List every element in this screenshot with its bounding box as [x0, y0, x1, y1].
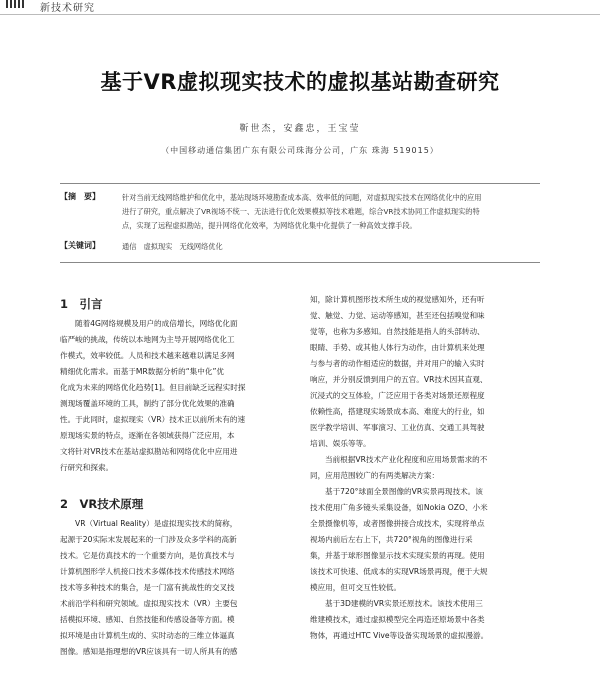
paragraph-line: 计算机图形学人机接口技术多媒体技术传感技术网络: [60, 567, 235, 576]
abstract-line: 针对当前无线网络维护和优化中，基站现场环境勘查成本高、效率低的问题，对虚拟现实技术在网络优化中的应用: [122, 193, 482, 202]
paragraph-line: 响应，并分别反馈到用户的五官。VR技术因其直观、: [310, 375, 488, 384]
paragraph-start-line: 基于720°球面全景图像的VR实景再现技术。该: [325, 487, 483, 496]
paragraph-line: 行研究和探索。: [60, 463, 114, 472]
section-heading: 1 引言: [60, 297, 103, 311]
body-right-column: [310, 292, 548, 644]
paper-affiliation: （中国移动通信集团广东有限公司珠海分公司，广东 珠海 519015）: [161, 146, 439, 155]
abstract-block: [60, 191, 540, 233]
paragraph-line: 维建模技术，通过虚拟模型完全再造还原场景中各类: [310, 615, 485, 624]
paragraph-line: 术前沿学科和研究领域。虚拟现实技术（VR）主要包: [60, 599, 238, 608]
paragraph-line: 物体，再通过HTC Vive等设备实现场景的虚拟漫游。: [310, 631, 489, 640]
section-gap: [60, 476, 298, 492]
paragraph-line: 眼睛、手势、或其他人体行为动作，由计算机来处理: [310, 343, 485, 352]
paper-authors: 靳世杰，安鑫忠，王宝莹: [239, 124, 361, 134]
paragraph-line: 视场内前后左右上下，共720°视角的图像进行采: [310, 535, 473, 544]
paragraph-line: 集，并基于球形图像显示技术实现实景的再现。使用: [310, 551, 485, 560]
paragraph-line: 化成为未来的网络优化趋势[1]。但目前缺乏远程实时探: [60, 383, 246, 392]
paragraph-line: 沉浸式的交互体验，广泛应用于各类对场景还原程度: [310, 391, 485, 400]
journal-section-label: 新技术研究: [40, 3, 95, 14]
abstract-line: 点，实现了远程虚拟勘站，提升网络优化效率，为网络优化集中化提供了一种高效支撑手段。: [122, 221, 417, 230]
paragraph-line: 技术。它是仿真技术的一个重要方向，是仿真技术与: [60, 551, 235, 560]
paper-title: 基于VR虚拟现实技术的虚拟基站勘查研究: [100, 70, 500, 94]
journal-mark-icon: [6, 0, 24, 10]
paragraph-line: 文将针对VR技术在基站虚拟勘站和网络优化中应用进: [60, 447, 238, 456]
paragraph-line: 该技术可快速、低成本的实现VR场景再现，便于大规: [310, 567, 488, 576]
paragraph-start-line: 基于3D建模的VR实景还原技术。该技术使用三: [325, 599, 483, 608]
paragraph-line: 全景摄像机等，或者图像拼接合成技术，实现将单点: [310, 519, 485, 528]
section-heading: 2 VR技术原理: [60, 497, 144, 511]
paragraph-line: 起源于20实际末发展起来的一门涉及众多学科的高新: [60, 535, 237, 544]
paragraph-line: 知，除计算机图形技术所生成的视觉感知外，还有听: [310, 295, 485, 304]
paragraph-start-line: 当前根据VR技术产业化程度和应用场景需求的不: [325, 455, 488, 464]
abstract-text: [122, 191, 540, 233]
abstract-top-rule: [60, 183, 540, 184]
paragraph-line: 拟环境是由计算机生成的、实时动态的三维立体逼真: [60, 631, 235, 640]
paragraph-line: 与参与者的动作相适应的数据，并对用户的输入实时: [310, 359, 485, 368]
body-left-column: [60, 292, 298, 660]
abstract-bottom-rule: [60, 262, 540, 263]
keywords-block: [60, 240, 540, 254]
paragraph-line: 依赖性高，搭建现实场景成本高、难度大的行业，如: [310, 407, 485, 416]
abstract-label: 【摘 要】: [60, 192, 100, 201]
abstract-line: 进行了研究，重点解决了VR视场不统一、无法进行优化效果模拟等技术难题，综合VR技术协同工作虚拟现实的特: [122, 207, 480, 216]
paragraph-line: 测现场覆盖环境的工具，制约了部分优化效果的准确: [60, 399, 235, 408]
paragraph-line: 技术使用广角多镜头采集设备，如Nokia OZO、小米: [310, 503, 488, 512]
running-header: [0, 0, 600, 15]
paragraph-line: 觉等，也称为多感知。自然技能是指人的头部转动、: [310, 327, 485, 336]
paragraph-line: 作模式，效率较低。人员和技术越来越难以满足多网: [60, 351, 235, 360]
keywords-text: 通信 虚拟现实 无线网络优化: [122, 242, 223, 251]
paragraph-line: 医学教学培训、军事演习、工业仿真、交通工具驾驶: [310, 423, 485, 432]
paragraph-line: 图像。感知是指理想的VR应该具有一切人所具有的感: [60, 647, 238, 656]
paragraph-line: 技术等多种技术的集合，是一门富有挑战性的交叉技: [60, 583, 235, 592]
paragraph-line: 性。于此同时，虚拟现实（VR）技术正以前所未有的速: [60, 415, 246, 424]
paragraph-line: 同，应用范围较广的有两类解决方案：: [310, 471, 440, 480]
keywords-label: 【关键词】: [60, 241, 100, 250]
paragraph-line: 原现场实景的特点，逐渐在各领域获得广泛应用，本: [60, 431, 235, 440]
paragraph-line: 精细优化需求。而基于MR数据分析的“集中化”优: [60, 367, 224, 376]
paragraph-line: 培训、娱乐等等。: [310, 439, 371, 448]
paragraph-line: 模应用，但可交互性较低。: [310, 583, 402, 592]
paragraph-line: 括模拟环境、感知、自然技能和传感设备等方面。模: [60, 615, 235, 624]
paragraph-start-line: VR（Virtual Reality）是虚拟现实技术的简称，: [75, 519, 238, 528]
paragraph-line: 觉、触觉、力觉、运动等感知，甚至还包括嗅觉和味: [310, 311, 485, 320]
paragraph-line: 临严峻的挑战，传统以本地网为主导开展网络优化工: [60, 335, 235, 344]
paragraph-start-line: 随着4G网络规模及用户的成倍增长，网络优化面: [75, 319, 238, 328]
